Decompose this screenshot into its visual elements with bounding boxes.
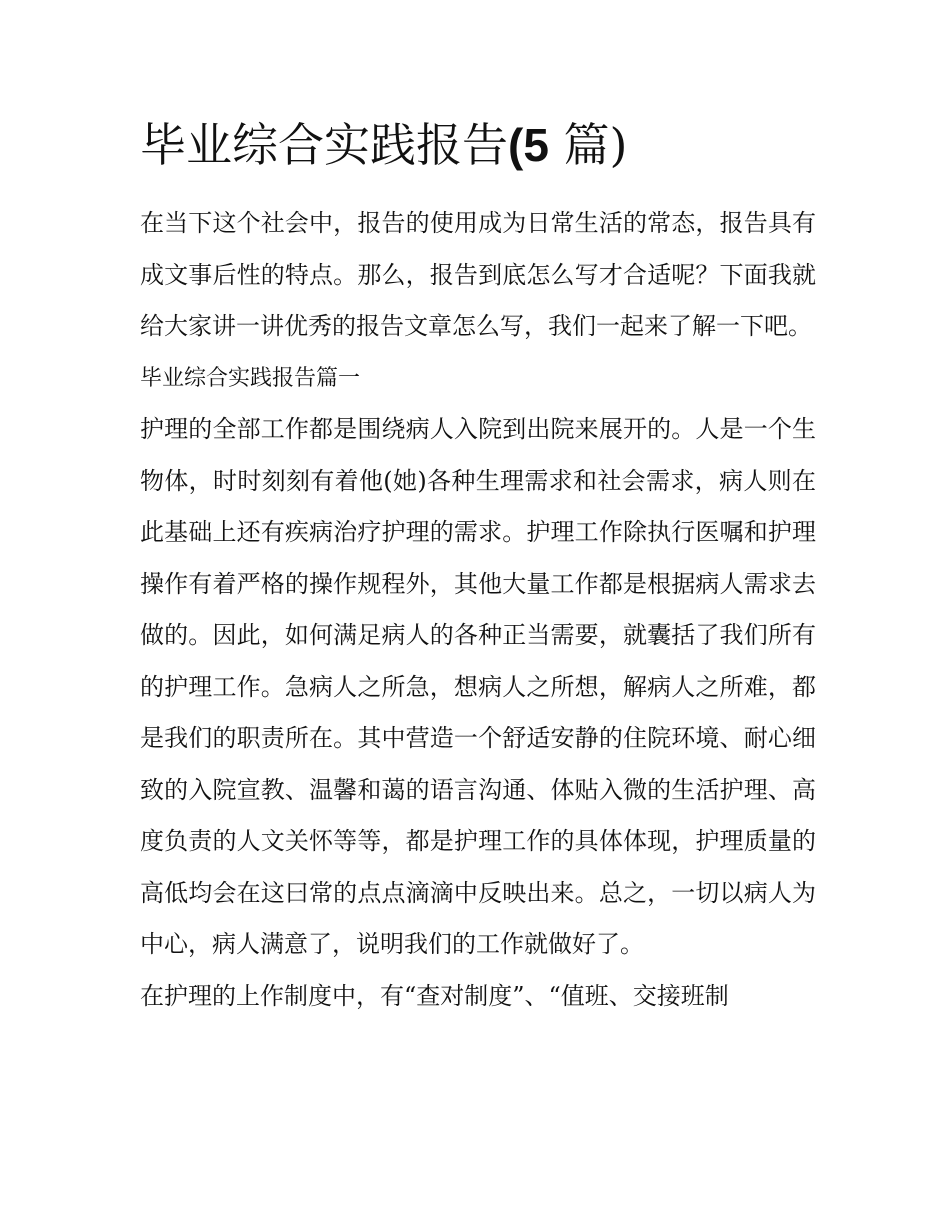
document-title bbox=[140, 112, 816, 178]
intro-paragraph: 在当下这个社会中，报告的使用成为日常生活的常态，报告具有成文事后性的特点。那么，报告到底怎么写才合适呢？下面我就给大家讲一讲优秀的报告文章怎么写，我们一起来了解一下吧。 bbox=[140, 209, 816, 340]
body-paragraph: 护理的全部工作都是围绕病人入院到出院来展开的。人是一个生物体，时时刻刻有着他(她)各种生理需求和社会需求，病人则在此基础上还有疾病治疗护理的需求。护理工作除执行医嘱和护理操作有着严格的操作规程外，其他大量工作都是根据病人需求去做的。因此，如何满足病人的各种正当需要，就囊括了我们所有的护理工作。急病人之所急，想病人之所想，解病人之所难，都是我们的职责所在。其中营造一个舒适安静的住院环境、耐心细致的入院宣教、温馨和蔼的语言沟通、体贴入微的生活护理、高度负责的人文关怀等等，都是护理工作的具体体现，护理质量的高低均会在这曰常的点点滴滴中反映出来。总之，一切以病人为中心，病人满意了，说明我们的工作就做好了。 bbox=[140, 415, 816, 958]
title-text: 毕业综合实践报告 bbox=[140, 118, 508, 172]
body-paragraph-continued: 在护理的上作制度中，有“查对制度”、“值班、交接班制 bbox=[140, 981, 729, 1010]
title-number: 5 bbox=[523, 119, 549, 171]
section-heading: 毕业综合实践报告篇一 bbox=[140, 365, 361, 391]
title-paren-open: ( bbox=[508, 119, 524, 171]
title-suffix: 篇) bbox=[548, 118, 628, 172]
document-content bbox=[140, 112, 816, 1022]
